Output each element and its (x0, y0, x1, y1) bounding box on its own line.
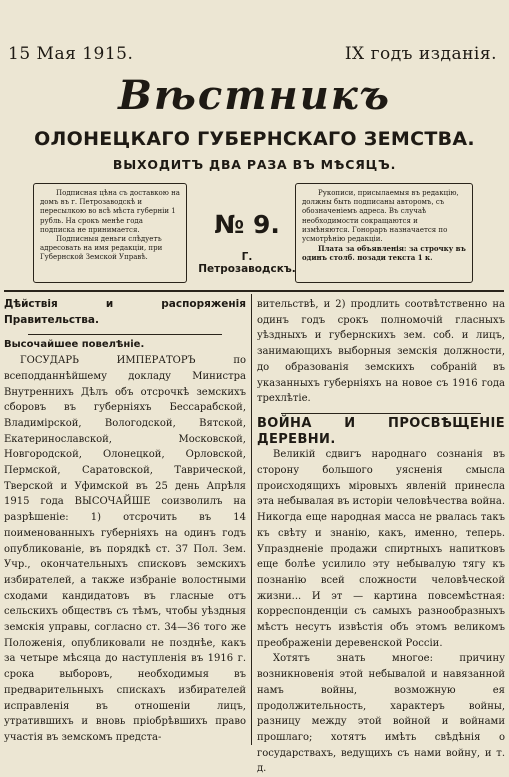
subscription-address-text: Подписныя деньги слѣдуетъ адресовать на имя редакціи, при Губернской Земской Управѣ. (40, 235, 163, 262)
decree-body-text: ГОСУДАРЬ ИМПЕРАТОРЪ по всеподданнѣйшему докладу Министра Внутреннихъ Дѣлъ объ отсрочкѣ земскихъ сборовъ въ губерніяхъ Бессарабской, Владимірской, Вологодской, Вятской, Екатеринославской, Московской, Новгородской, Олонецкой, Орловской, Пермской, Саратовской, Таврической, Тверской и Уфимской въ 25 день Апрѣля 1915 года ВЫСОЧАЙШЕ соизволилъ на разрѣшеніе: 1) отсрочить въ 14 поименованныхъ губерніяхъ на одинъ годъ опубликованіе, въ порядкѣ ст. 37 Пол. Зем. Учр., окончательныхъ списковъ земскихъ избирателей, а также избраніе волостными сходами кандидатовъ въ гласные отъ сельскихъ обществъ съ тѣмъ, чтобы уѣздныя земскія управы, согласно ст. 34—36 того же Положенія, опубликовали не позднѣе, какъ за четыре мѣсяца до наступленія въ 1916 г. срока выборовъ, необходимыя въ предварительныхъ спискахъ избирателей исправленія въ отношеніи лицъ, утратившихъ и вновь пріобрѣвшихъ право участія въ земскомъ предста- (4, 355, 246, 743)
newspaper-subtitle: ОЛОНЕЦКАГО ГУБЕРНСКАГО ЗЕМСТВА. (34, 128, 475, 150)
left-column (4, 297, 246, 746)
manuscript-info-box (295, 183, 473, 283)
article-paragraph-1: Великій сдвигъ народнаго сознанія въ сторону большого уясненія смысла происходящихъ міровыхъ явленій принесла эта небывалая въ исторіи человѣчества война. Никогда еще народная масса не рвалась такъ къ свѣту и знанію, какъ, именно, теперь. Упраздненіе продажи спиртныхъ напитковъ еще болѣе усилило эту небывалую тягу къ познанію всей сложности человѣческой жизни... И эт — картина повсемѣстная: корреспонденціи съ самыхъ разнообразныхъ мѣстъ несутъ извѣстія объ этомъ великомъ преображеніи деревенской Россіи. (257, 449, 505, 649)
subscription-price-text: Подписная цѣна съ доставкою на домъ въ г. Петрозаводскѣ и пересылкою во всѣ мѣста губерніи 1 рубль. На срокъ менѣе года подписка не принимается. (40, 189, 180, 234)
right-column (257, 297, 505, 777)
imperial-decree-heading: Высочайшее повелѣніе. (4, 339, 145, 351)
header-divider (4, 290, 504, 292)
subscription-info-box (33, 183, 187, 283)
issue-date: 15 Мая 1915. (8, 44, 134, 64)
issue-number: № 9. (214, 210, 280, 239)
column-divider (251, 294, 252, 745)
newspaper-title: Вѣстникъ (118, 72, 391, 119)
publication-year: IX годъ изданія. (344, 44, 497, 64)
manuscript-terms-text: Рукописи, присылаемыя въ редакцію, должны быть подписаны авторомъ, съ обозначеніемъ адреса. Въ случаѣ необходимости сокращаются и измѣняются. Гонораръ назначается по усмотрѣнію редакціи. (302, 189, 459, 244)
advertising-rate-text: Плата за объявленія: за строчку въ одинъ столб. позади текста 1 к. (302, 244, 466, 263)
issue-city: Г. Петрозаводскъ. (198, 251, 296, 275)
decree-continuation-text: вительствѣ, и 2) продлить соотвѣтственно на одинъ годъ срокъ полномочій гласныхъ уѣздныхъ и губернскихъ зем. соб. и лицъ, занимающихъ выборныя земскія должности, до образованія земскихъ собраній въ указанныхъ губерніяхъ на новое съ 1916 года трехлѣтіе. (257, 299, 505, 405)
section-heading-government: Дѣйствія и распоряженія Правительства. (4, 298, 246, 326)
publication-frequency: ВЫХОДИТЪ ДВА РАЗА ВЪ МѢСЯЦЪ. (112, 157, 397, 172)
article-title-war-enlightenment: ВОЙНА И ПРОСВѢЩЕНІЕ ДЕРЕВНИ. (257, 415, 505, 447)
article-paragraph-2: Хотятъ знать многое: причину возникновенія этой небывалой и навязанной намъ войны, возможную ея продолжительность, характеръ войны, разницу между этой войной и войнами прошлаго; хотятъ имѣть свѣдѣнія о государствахъ, ведущихъ съ нами войну, и т. д. (257, 653, 505, 775)
section-rule (281, 413, 481, 414)
heading-rule (28, 334, 222, 335)
